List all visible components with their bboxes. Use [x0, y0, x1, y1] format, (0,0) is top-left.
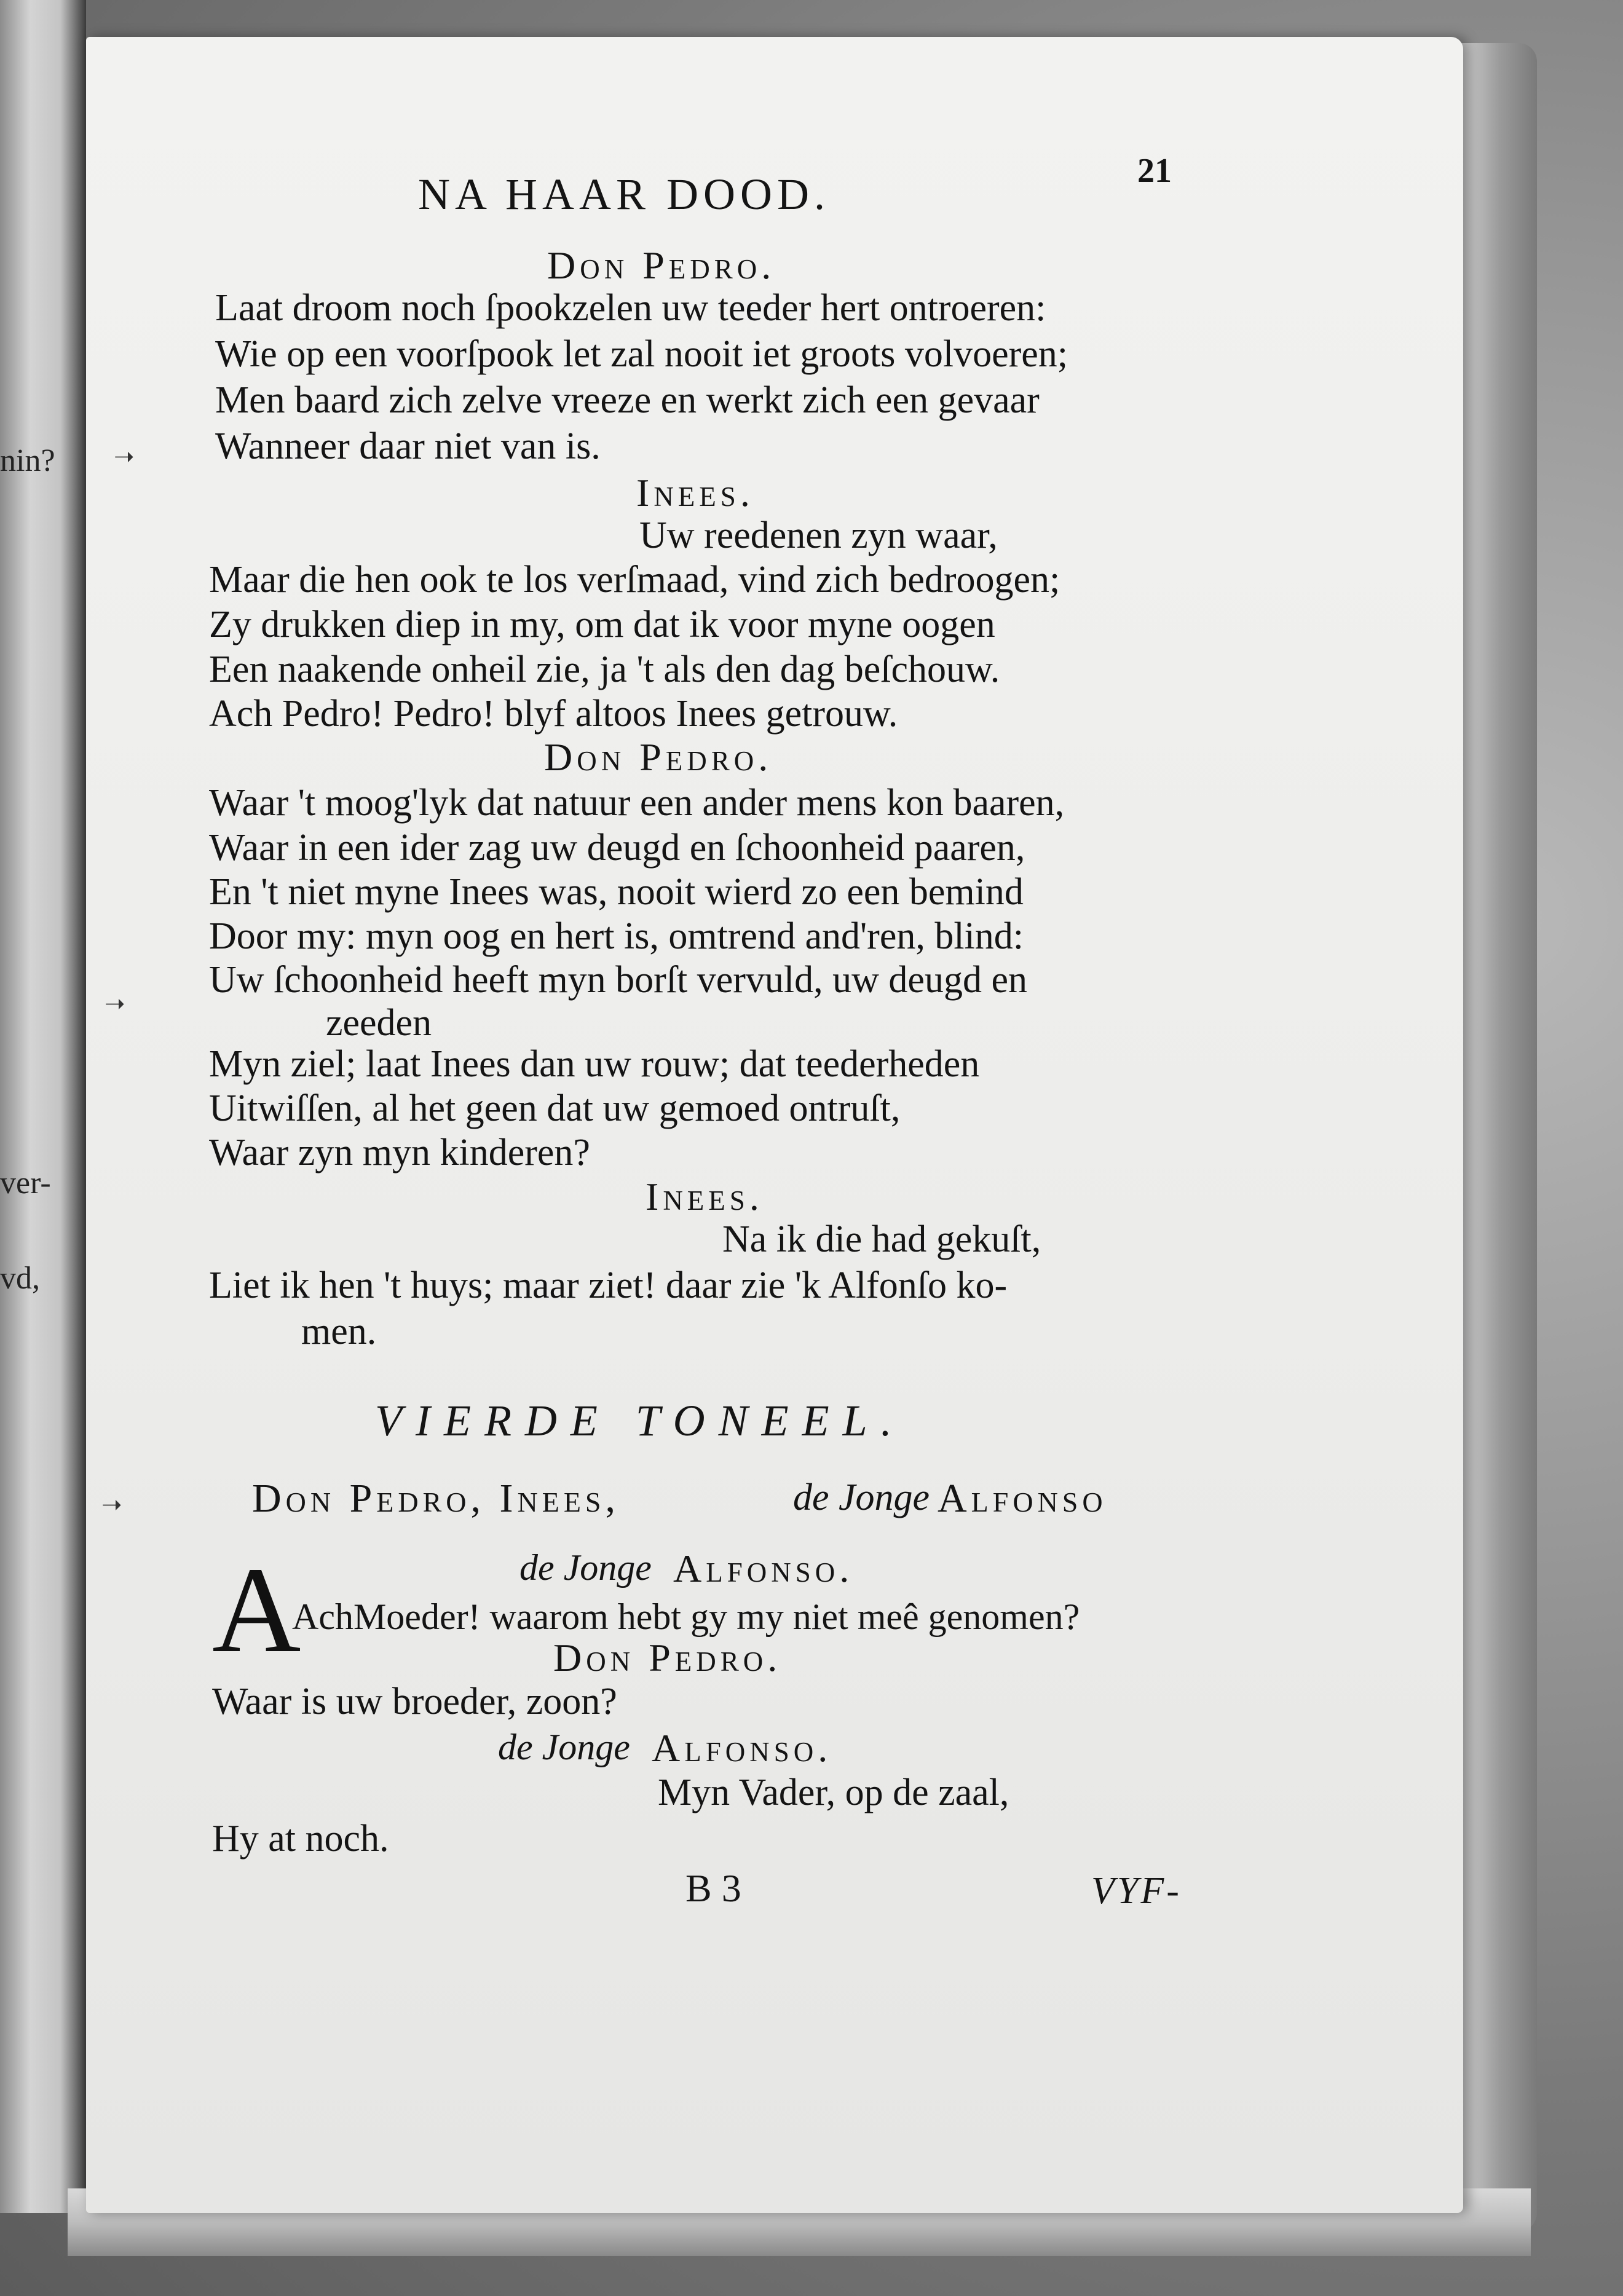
verse-line: Uw ſchoonheid heeft myn borſt vervuld, uw deugd en	[209, 959, 1027, 1001]
verse-line: En 't niet myne Inees was, nooit wierd zo een bemind	[209, 871, 1024, 913]
sewing-hole-mark: ➝	[105, 990, 125, 1018]
sewing-hole-mark: ➝	[101, 1491, 122, 1519]
verse-line: Zy drukken diep in my, om dat ik voor myne oogen	[209, 604, 995, 645]
verse-line: Maar die hen ook te los verſmaad, vind zich bedroogen;	[209, 559, 1060, 601]
verse-line: Waar is uw broeder, zoon?	[212, 1681, 617, 1722]
speaker-label: Inees.	[646, 1175, 764, 1218]
speaker-label: Alfonso.	[652, 1726, 832, 1770]
verse-line: Door my: myn oog en hert is, omtrend and'ren, blind:	[209, 915, 1024, 957]
verse-line: zeeden	[326, 1002, 432, 1044]
verse-line: Liet ik hen 't huys; maar ziet! daar zie 'k Alfonſo ko-	[209, 1264, 1008, 1306]
cast-names: Don Pedro, Inees,	[252, 1476, 620, 1521]
cast-name-alfonso: Alfonso	[938, 1476, 1107, 1521]
left-fragment-3: vd,	[0, 1261, 40, 1296]
speaker-label: Don Pedro.	[547, 243, 776, 287]
verse-line: Uw reedenen zyn waar,	[639, 515, 998, 556]
catchword: VYF-	[1091, 1870, 1182, 1912]
verse-line: Waar 't moog'lyk dat natuur een ander mens kon baaren,	[209, 782, 1065, 824]
verse-line: Wanneer daar niet van is.	[215, 425, 601, 467]
verse-line: Uitwiſſen, al het geen dat uw gemoed ontruſt,	[209, 1087, 901, 1129]
left-fragment-2: ver-	[0, 1166, 51, 1201]
verse-line: Ach Pedro! Pedro! blyf altoos Inees getrouw.	[209, 693, 898, 735]
verse-line: Wie op een voorſpook let zal nooit iet groots volvoeren;	[215, 333, 1068, 375]
verse-line: Laat droom noch ſpookzelen uw teeder hert ontroeren:	[215, 287, 1046, 329]
speaker-label: Inees.	[636, 471, 754, 515]
sewing-hole-mark: ➝	[114, 443, 135, 471]
verse-line: Hy at noch.	[212, 1818, 389, 1860]
speaker-label: Don Pedro.	[544, 735, 773, 779]
cast-qualifier: de Jonge	[793, 1477, 930, 1518]
verse-line: AchMoeder! waarom hebt gy my niet meê genomen?	[292, 1596, 1080, 1637]
running-head: NA HAAR DOOD.	[418, 170, 831, 219]
verse-line: Waar zyn myn kinderen?	[209, 1132, 590, 1174]
left-fragment-1: nin?	[0, 443, 55, 478]
speaker-label: Don Pedro.	[553, 1636, 782, 1679]
speaker-label: Alfonso.	[673, 1547, 854, 1590]
verse-line: Myn Vader, op de zaal,	[658, 1772, 1009, 1813]
verse-line: Myn ziel; laat Inees dan uw rouw; dat teederheden	[209, 1043, 980, 1085]
page-number: 21	[1137, 152, 1172, 190]
verse-line: Een naakende onheil zie, ja 't als den dag beſchouw.	[209, 649, 1000, 690]
signature-mark: B 3	[685, 1866, 741, 1910]
verse-line: Waar in een ider zag uw deugd en ſchoonheid paaren,	[209, 827, 1025, 869]
speaker-qualifier: de Jonge	[519, 1547, 652, 1588]
verse-line: Men baard zich zelve vreeze en werkt zich een gevaar	[215, 379, 1040, 421]
verse-line: Na ik die had gekuſt,	[722, 1218, 1041, 1260]
verse-line: men.	[301, 1311, 377, 1352]
speaker-qualifier: de Jonge	[498, 1727, 630, 1767]
scene-title: VIERDE TONEEL.	[375, 1396, 906, 1445]
drop-capital: A	[212, 1542, 301, 1678]
